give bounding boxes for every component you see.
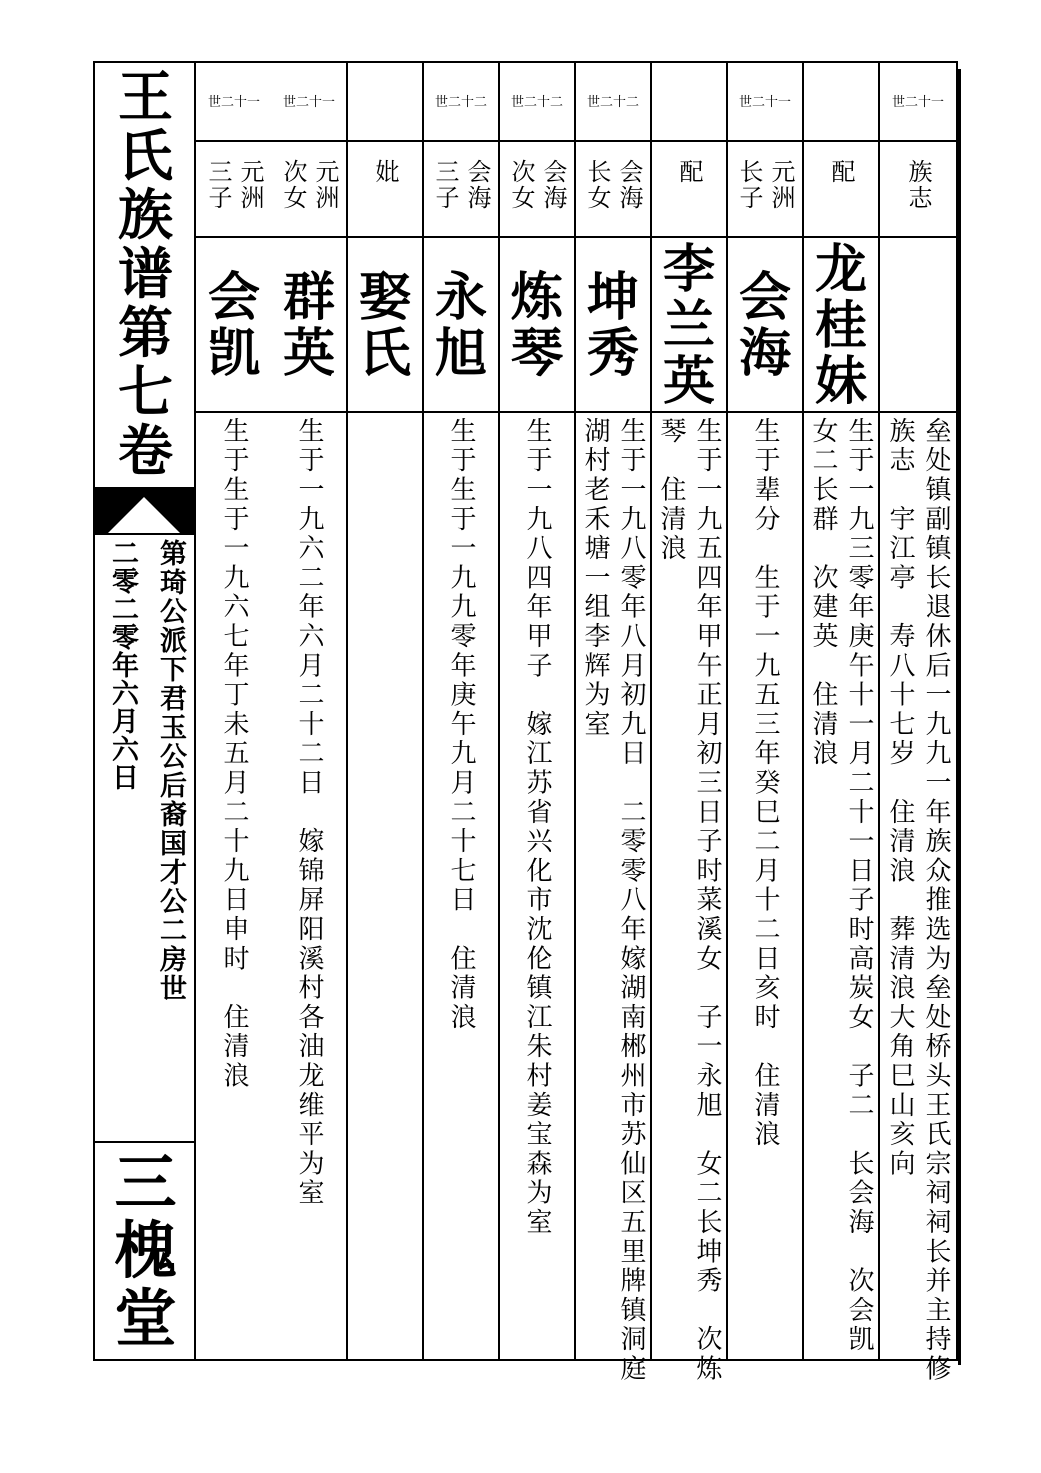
title-char: 族 xyxy=(117,182,173,247)
biography-line: 女二长群 次建英 住清浪 xyxy=(808,417,838,769)
generation-label: 世二十二 xyxy=(510,95,563,110)
relation-label xyxy=(804,159,878,239)
person-column xyxy=(348,63,424,1359)
person-column xyxy=(804,63,880,1359)
branch-subtitle: 第琦公派下君玉公后裔国才公二房世 xyxy=(155,539,186,1003)
name-char: 凯 xyxy=(207,323,260,384)
person-name xyxy=(576,243,650,409)
generation-label: 世二十一 xyxy=(207,95,260,110)
genealogy-grid xyxy=(196,63,956,1384)
biography-line: 垒处镇副镇长退休后一九九一年族众推选为垒处桥头王氏宗祠祠长并主持修 xyxy=(921,417,951,1384)
biography xyxy=(424,417,498,1347)
biography xyxy=(272,417,346,1347)
volume-title xyxy=(95,64,196,487)
compile-date: 二零二零年六月六日 xyxy=(107,539,138,791)
relation-line: 配 xyxy=(827,159,855,185)
spine-band xyxy=(95,487,194,535)
person-column xyxy=(272,63,348,1359)
generation-label: 世二十一 xyxy=(738,95,791,110)
name-char: 龙 xyxy=(814,239,867,300)
biography xyxy=(348,417,422,1347)
person-name xyxy=(196,243,272,409)
genealogy-page xyxy=(93,61,958,1384)
relation-line: 族志 xyxy=(904,159,932,211)
biography-line: 琴 住清浪 xyxy=(656,417,686,564)
person-column xyxy=(652,63,728,1384)
biography-line: 生于辈分 生于一九五三年癸巳二月十二日亥时 住清浪 xyxy=(750,417,780,1150)
relation-line: 会海 xyxy=(615,159,643,211)
name-char: 妹 xyxy=(814,351,867,412)
biography xyxy=(880,417,956,1384)
relation-line: 元洲 xyxy=(236,159,264,211)
relation-line: 三子 xyxy=(431,159,459,211)
biography-line: 生于一九三零年庚午十一月二十一日子时高炭女 子二 长会海 次会凯 xyxy=(844,417,874,1355)
relation-line: 三子 xyxy=(204,159,232,211)
title-char: 氏 xyxy=(117,123,173,188)
relation-line: 配 xyxy=(675,159,703,185)
person-column xyxy=(576,63,652,1384)
title-char: 第 xyxy=(117,300,173,365)
generation-label: 世二十二 xyxy=(434,95,487,110)
person-name xyxy=(652,239,726,412)
biography xyxy=(500,417,574,1347)
name-char: 会 xyxy=(207,267,260,328)
relation-line: 次女 xyxy=(507,159,535,211)
biography xyxy=(804,417,878,1355)
name-char: 娶 xyxy=(358,267,411,328)
hall-char: 槐 xyxy=(114,1214,177,1287)
person-name xyxy=(500,243,574,409)
relation-line: 长女 xyxy=(583,159,611,211)
name-char: 英 xyxy=(282,323,335,384)
name-char: 兰 xyxy=(662,295,715,356)
person-name xyxy=(272,243,346,409)
generation-label: 世二十一 xyxy=(282,95,335,110)
person-column xyxy=(424,63,500,1359)
name-char: 秀 xyxy=(586,323,639,384)
relation-label xyxy=(196,159,272,239)
name-char: 旭 xyxy=(434,323,487,384)
person-name xyxy=(880,243,956,409)
person-column xyxy=(196,63,272,1359)
person-name xyxy=(728,243,802,409)
hall-char: 三 xyxy=(114,1146,177,1219)
biography xyxy=(728,417,802,1347)
relation-label xyxy=(576,159,650,239)
title-char: 谱 xyxy=(117,241,173,306)
title-char: 王 xyxy=(117,64,173,129)
relation-line: 元洲 xyxy=(311,159,339,211)
name-char: 永 xyxy=(434,267,487,328)
name-char: 炼 xyxy=(510,267,563,328)
name-char: 群 xyxy=(282,267,335,328)
person-name xyxy=(348,243,422,409)
name-char: 李 xyxy=(662,239,715,300)
biography-line: 生于一九八四年甲子 嫁江苏省兴化市沈伦镇江朱村姜宝森为室 xyxy=(522,417,552,1238)
title-char: 卷 xyxy=(117,418,173,483)
biography-line: 生于生于一九九零年庚午九月二十七日 住清浪 xyxy=(446,417,476,1033)
relation-label xyxy=(880,159,956,239)
name-char: 氏 xyxy=(358,323,411,384)
person-column xyxy=(500,63,576,1359)
name-char: 会 xyxy=(738,267,791,328)
biography xyxy=(196,417,272,1347)
relation-label xyxy=(348,159,422,239)
biography-line: 生于一九八零年八月初九日 二零零八年嫁湖南郴州市苏仙区五里牌镇洞庭 xyxy=(616,417,646,1384)
relation-label xyxy=(500,159,574,239)
biography xyxy=(652,417,726,1384)
relation-label xyxy=(728,159,802,239)
relation-line: 长子 xyxy=(735,159,763,211)
name-char: 英 xyxy=(662,351,715,412)
person-column xyxy=(728,63,804,1359)
name-char: 海 xyxy=(738,323,791,384)
relation-line: 次女 xyxy=(279,159,307,211)
person-name xyxy=(804,239,878,412)
spine xyxy=(95,63,196,1359)
person-column xyxy=(880,63,956,1384)
person-name xyxy=(424,243,498,409)
biography-line: 生于一九六二年六月二十二日 嫁锦屏阳溪村各油龙维平为室 xyxy=(294,417,324,1209)
name-char: 桂 xyxy=(814,295,867,356)
biography-line: 族志 宇江亭 寿八十七岁 住清浪 葬清浪大角巳山亥向 xyxy=(885,417,915,1179)
relation-label xyxy=(272,159,346,239)
generation-label: 世二十一 xyxy=(891,95,944,110)
biography-line: 生于生于一九六七年丁未五月二十九日申时 住清浪 xyxy=(219,417,249,1091)
biography xyxy=(576,417,650,1384)
generation-label: 世二十二 xyxy=(586,95,639,110)
relation-label xyxy=(424,159,498,239)
relation-label xyxy=(652,159,726,239)
relation-line: 会海 xyxy=(539,159,567,211)
name-char: 坤 xyxy=(586,267,639,328)
relation-line: 元洲 xyxy=(767,159,795,211)
biography-line: 湖村老禾塘一组李辉为室 xyxy=(580,417,610,740)
hall-name xyxy=(95,1146,196,1355)
name-char: 琴 xyxy=(510,323,563,384)
biography-line: 生于一九五四年甲午正月初三日子时菜溪女 子一永旭 女二长坤秀 次炼 xyxy=(692,417,722,1384)
title-char: 七 xyxy=(117,359,173,424)
relation-line: 妣 xyxy=(371,159,399,185)
hall-char: 堂 xyxy=(114,1282,177,1355)
relation-line: 会海 xyxy=(463,159,491,211)
spine-divider xyxy=(95,1141,194,1143)
